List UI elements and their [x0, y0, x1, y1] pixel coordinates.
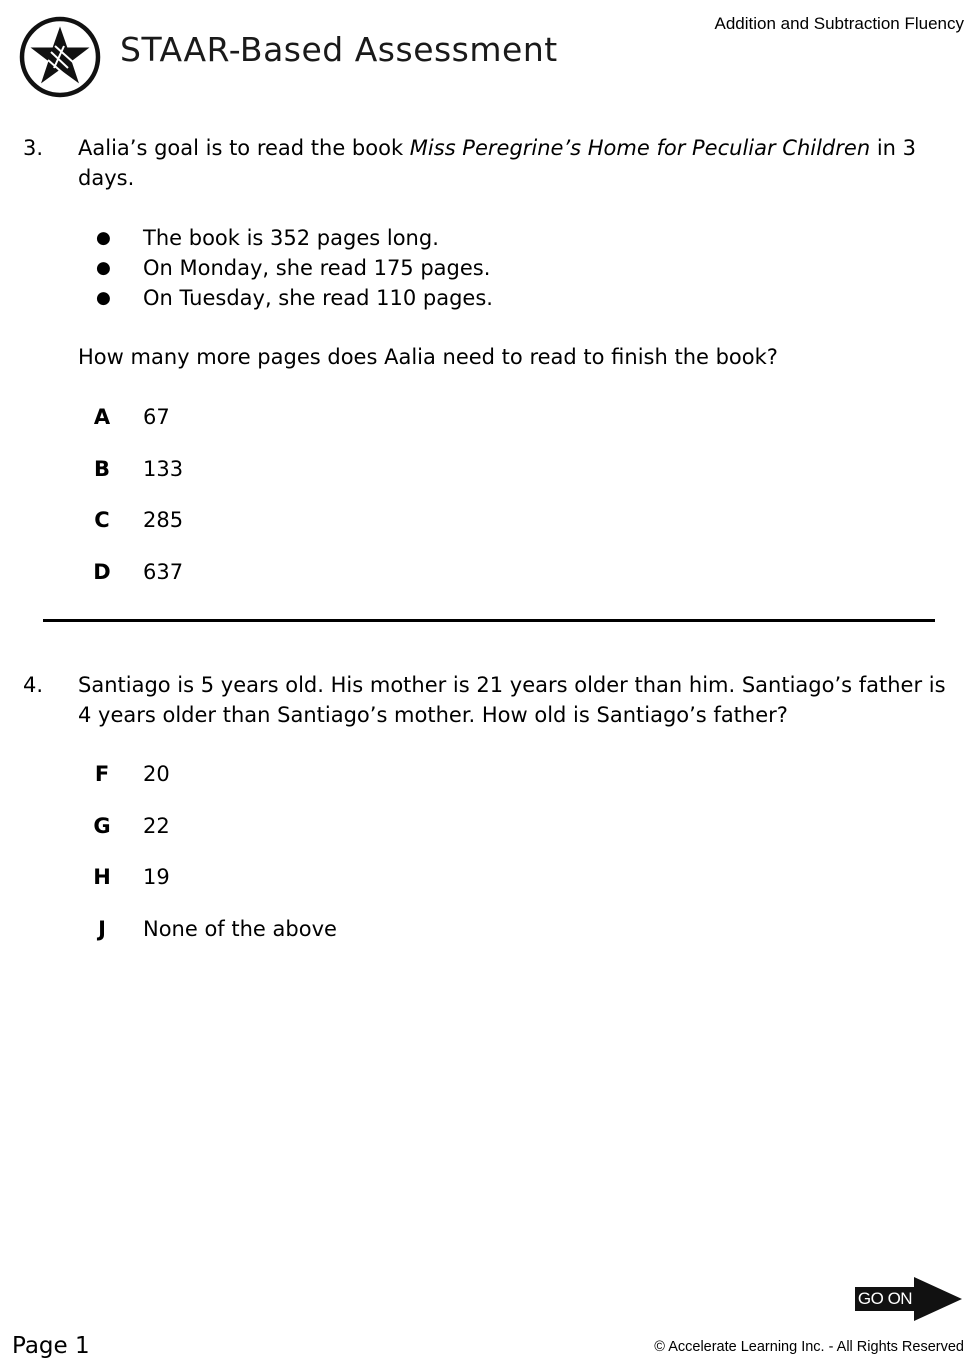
choice-letter: D — [93, 560, 111, 584]
choice-value: 19 — [143, 865, 170, 889]
bullet-icon: ● — [96, 258, 111, 278]
go-on-label: GO ON — [855, 1287, 915, 1311]
star-icon — [18, 16, 102, 98]
choice-letter: C — [94, 508, 110, 532]
list-item — [78, 223, 878, 253]
go-on-button[interactable] — [852, 1276, 964, 1322]
book-title: Miss Peregrine’s Home for Peculiar Children — [409, 136, 871, 160]
question-number: 3. — [23, 136, 44, 160]
choice-letter: H — [93, 865, 111, 889]
list-item-text: On Monday, she read 175 pages. — [143, 256, 491, 280]
choice-value: 637 — [143, 560, 184, 584]
copyright-notice: © Accelerate Learning Inc. - All Rights Reserved — [654, 1339, 964, 1355]
question-stem-start: Aalia’s goal is to read the book — [78, 136, 410, 160]
choice-letter: F — [94, 762, 110, 786]
question-stem-end: in 3 days. — [78, 136, 916, 190]
brand-title: STAAR-Based Assessment — [120, 30, 558, 69]
question-stem — [78, 133, 963, 193]
choice-value: 20 — [143, 762, 170, 786]
choice-letter: A — [93, 405, 111, 429]
list-item-text: The book is 352 pages long. — [143, 226, 439, 250]
choice-value: 22 — [143, 814, 170, 838]
question-divider — [43, 619, 935, 622]
bullet-icon: ● — [96, 288, 111, 308]
question-stem: Santiago is 5 years old. His mother is 21 years older than him. Santiago’s father is 4 years older than Santiago’s mother. How old is Santiago’s father? — [78, 673, 946, 727]
choice-value: 67 — [143, 405, 170, 429]
list-item — [78, 283, 878, 313]
choice-value: 285 — [143, 508, 184, 532]
fact-list — [78, 223, 878, 313]
bullet-icon: ● — [96, 228, 111, 248]
page-number: Page 1 — [12, 1333, 90, 1359]
subject-label: Addition and Subtraction Fluency — [714, 14, 964, 33]
choice-letter: G — [93, 814, 111, 838]
choice-value: None of the above — [143, 917, 337, 941]
choice-letter: J — [98, 917, 106, 941]
choice-letter: B — [93, 457, 110, 481]
list-item — [78, 253, 878, 283]
choice-value: 133 — [143, 457, 184, 481]
list-item-text: On Tuesday, she read 110 pages. — [143, 286, 493, 310]
question-prompt: How many more pages does Aalia need to read to finish the book? — [78, 345, 778, 369]
logo — [18, 16, 102, 98]
question-number: 4. — [23, 673, 44, 697]
